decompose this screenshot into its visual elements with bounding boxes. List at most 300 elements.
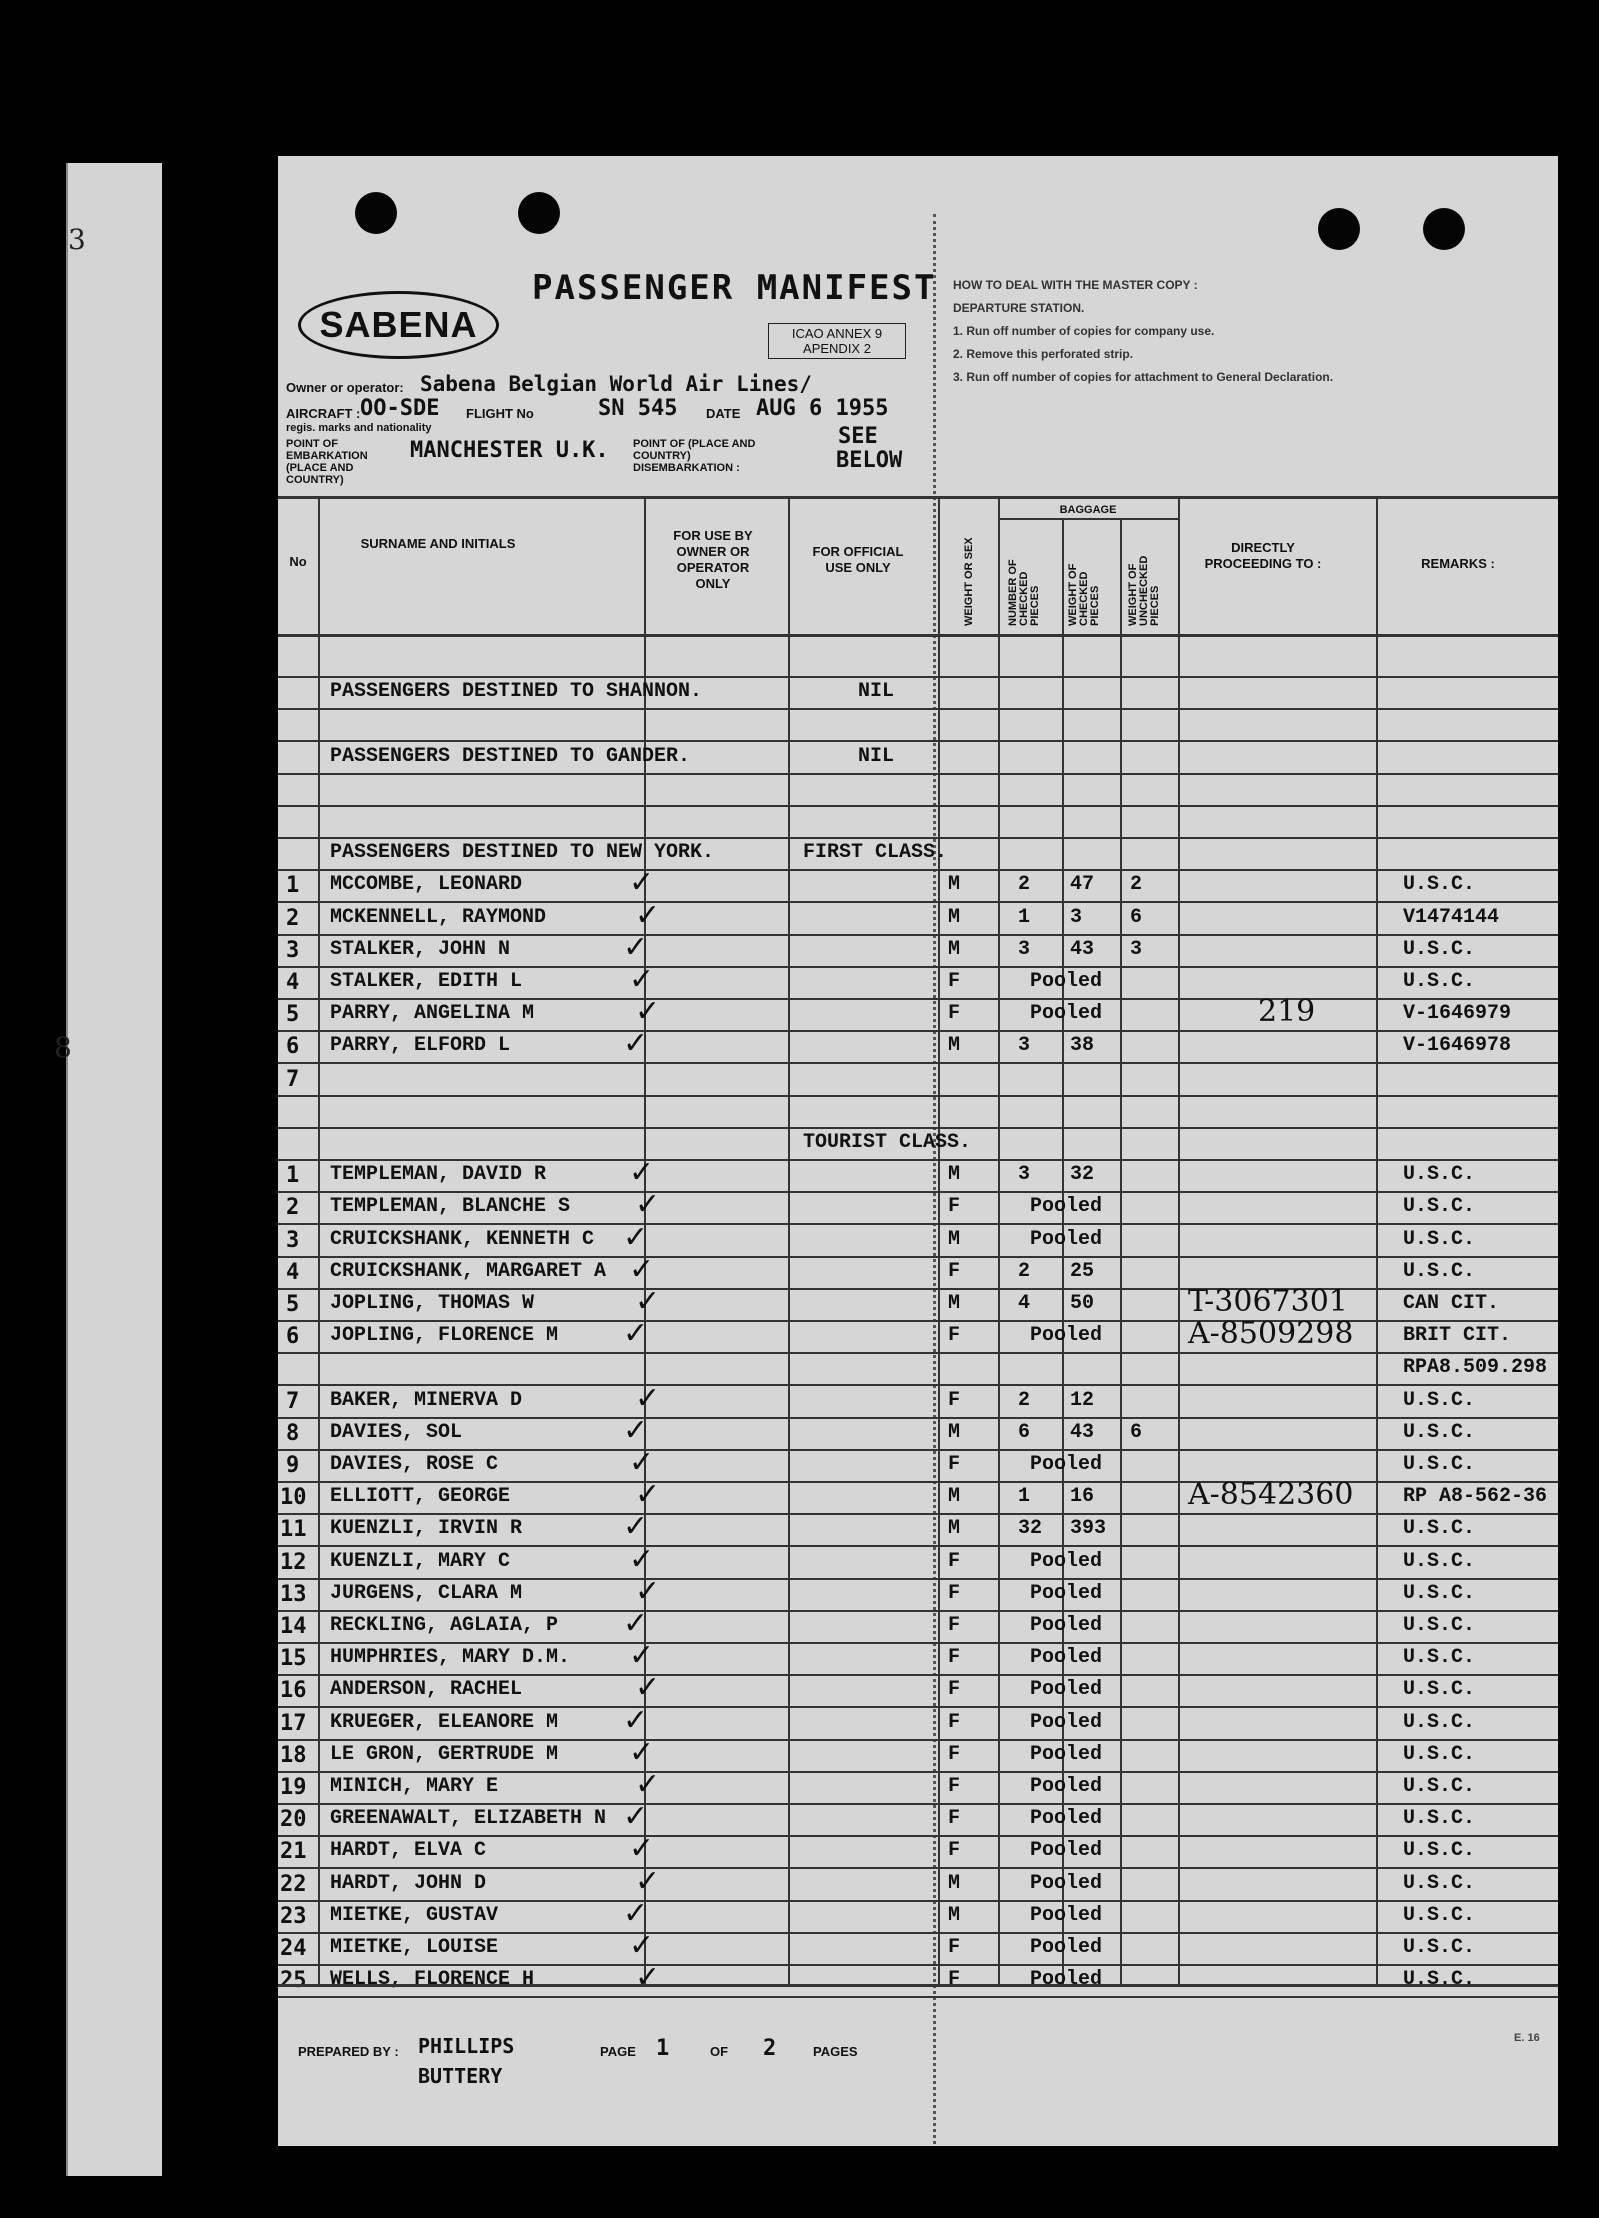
checked-weight: 3: [1070, 905, 1083, 929]
check-mark-icon: ✓: [629, 1251, 655, 1287]
checked-weight: 38: [1070, 1034, 1095, 1058]
header-bottom-rule: [278, 634, 1558, 637]
sex-value: M: [948, 937, 961, 961]
table-row: [278, 1316, 1558, 1354]
passenger-name: MIETKE, LOUISE: [330, 1936, 499, 1959]
checked-pieces: Pooled: [1030, 1227, 1103, 1251]
check-mark-icon: ✓: [623, 1509, 649, 1545]
official-use-value: TOURIST CLASS.: [803, 1131, 972, 1154]
official-use-value: FIRST CLASS.: [803, 841, 948, 865]
table-row: [278, 773, 1558, 807]
checked-pieces: 3: [1018, 937, 1031, 961]
embark-label: POINT OF EMBARKATION (PLACE AND COUNTRY): [286, 438, 368, 486]
instructions: [953, 274, 1333, 389]
row-number: 5: [286, 1002, 300, 1028]
passenger-name: JURGENS, CLARA M: [330, 1581, 523, 1605]
sex-value: M: [948, 905, 961, 929]
table-row: [278, 1095, 1558, 1129]
sex-value: F: [948, 1646, 961, 1670]
checked-pieces: Pooled: [1030, 1710, 1103, 1734]
table-row: [278, 1155, 1558, 1193]
checked-weight: 32: [1070, 1163, 1095, 1187]
directly-proceeding: 219: [1258, 994, 1316, 1030]
sex-value: M: [948, 1485, 961, 1509]
table-row: [278, 1477, 1558, 1515]
remarks-value: BRIT CIT.: [1403, 1324, 1512, 1348]
check-mark-icon: ✓: [623, 1316, 649, 1352]
instructions-title: HOW TO DEAL WITH THE MASTER COPY :: [953, 278, 1198, 292]
passenger-name: CRUICKSHANK, KENNETH C: [330, 1227, 595, 1251]
disembark-label: POINT OF (PLACE AND COUNTRY) DISEMBARKATION :: [633, 438, 756, 474]
table-row: [278, 929, 1558, 968]
col-baggage: BAGGAGE: [1059, 504, 1117, 516]
passenger-name: HARDT, JOHN D: [330, 1871, 487, 1895]
sex-value: F: [948, 1775, 961, 1798]
remarks-value: V-1646978: [1403, 1034, 1512, 1058]
directly-proceeding: T-3067301: [1188, 1284, 1348, 1319]
prepared-name-1: PHILLIPS: [418, 2034, 515, 2058]
check-mark-icon: ✓: [635, 1380, 661, 1416]
passenger-name: MIETKE, GUSTAV: [330, 1903, 499, 1927]
remarks-value: U.S.C.: [1403, 1807, 1476, 1831]
passenger-name: ANDERSON, RACHEL: [330, 1678, 523, 1702]
manifest-page: [278, 156, 1558, 2146]
check-mark-icon: ✓: [623, 1219, 649, 1255]
row-number: 1: [286, 1163, 300, 1189]
table-row: [278, 1734, 1558, 1773]
table-row: [278, 1831, 1558, 1869]
remarks-value: U.S.C.: [1403, 1871, 1476, 1895]
remarks-value: U.S.C.: [1403, 1453, 1476, 1476]
remarks-value: V-1646979: [1403, 1002, 1512, 1026]
passenger-name: PARRY, ELFORD L: [330, 1034, 511, 1058]
table-row: [278, 1509, 1558, 1547]
strip-mark-2: 8: [54, 1031, 72, 1064]
sex-value: F: [948, 1388, 961, 1412]
row-number: 15: [280, 1646, 307, 1672]
sex-value: M: [948, 1871, 961, 1895]
checked-weight: 393: [1070, 1517, 1107, 1541]
passenger-name: KUENZLI, IRVIN R: [330, 1517, 523, 1541]
row-number: 1: [286, 873, 300, 899]
row-number: 19: [280, 1775, 307, 1800]
checked-pieces: Pooled: [1030, 1775, 1103, 1798]
row-number: 13: [280, 1581, 307, 1607]
check-mark-icon: ✓: [635, 1187, 661, 1223]
sex-value: F: [948, 970, 961, 993]
sex-value: F: [948, 1324, 961, 1348]
row-number: 7: [286, 1388, 300, 1414]
passenger-name: KUENZLI, MARY C: [330, 1549, 511, 1573]
remarks-value: U.S.C.: [1403, 873, 1476, 897]
table-row: [278, 1063, 1558, 1097]
check-mark-icon: ✓: [629, 1928, 655, 1963]
footer-rule: [278, 1984, 1558, 1987]
sex-value: F: [948, 1614, 961, 1637]
table-row: [278, 962, 1558, 1000]
table-row: [278, 1412, 1558, 1451]
passenger-name: HARDT, ELVA C: [330, 1839, 487, 1863]
check-mark-icon: ✓: [629, 1445, 655, 1480]
remarks-value: U.S.C.: [1403, 1517, 1476, 1541]
punch-hole: [1318, 208, 1360, 250]
checked-pieces: Pooled: [1030, 1742, 1103, 1766]
passenger-name: MCKENNELL, RAYMOND: [330, 905, 547, 929]
passenger-name: ELLIOTT, GEORGE: [330, 1485, 511, 1509]
checked-pieces: 3: [1018, 1034, 1031, 1058]
row-number: 25: [280, 1968, 307, 1994]
directly-proceeding: A-8542360: [1188, 1477, 1354, 1513]
row-number: 7: [286, 1066, 300, 1092]
checked-pieces: Pooled: [1030, 1807, 1103, 1831]
punch-hole: [355, 192, 397, 234]
passenger-name: TEMPLEMAN, DAVID R: [330, 1163, 547, 1187]
row-number: 4: [286, 1259, 300, 1285]
checked-pieces: Pooled: [1030, 1581, 1103, 1605]
check-mark-icon: ✓: [629, 1541, 655, 1577]
sex-value: F: [948, 1549, 961, 1573]
check-mark-icon: ✓: [629, 1734, 655, 1770]
checked-pieces: Pooled: [1030, 1871, 1103, 1895]
check-mark-icon: ✓: [629, 1831, 655, 1867]
passenger-name: PASSENGERS DESTINED TO NEW YORK.: [330, 841, 715, 865]
table-row: [278, 1573, 1558, 1612]
sex-value: F: [948, 1195, 961, 1219]
row-number: 9: [286, 1453, 300, 1478]
row-number: 23: [280, 1903, 307, 1929]
remarks-value: RP A8-562-36: [1403, 1485, 1548, 1509]
pages-label: PAGES: [813, 2044, 858, 2059]
row-number: 10: [280, 1485, 307, 1511]
checked-weight: 25: [1070, 1259, 1095, 1283]
checked-pieces: 1: [1018, 905, 1031, 929]
checked-pieces: Pooled: [1030, 1453, 1103, 1476]
checked-weight: 16: [1070, 1485, 1095, 1509]
remarks-value: U.S.C.: [1403, 1936, 1476, 1959]
sex-value: F: [948, 1968, 961, 1992]
checked-pieces: 2: [1018, 1388, 1031, 1412]
remarks-value: U.S.C.: [1403, 1163, 1476, 1187]
check-mark-icon: ✓: [635, 1477, 661, 1513]
checked-pieces: 6: [1018, 1420, 1031, 1444]
row-number: 21: [280, 1839, 307, 1865]
check-mark-icon: ✓: [635, 1284, 661, 1319]
check-mark-icon: ✓: [635, 1573, 661, 1609]
remarks-value: U.S.C.: [1403, 1581, 1476, 1605]
regis-label: regis. marks and nationality: [286, 422, 432, 434]
punch-hole: [1423, 208, 1465, 250]
passenger-name: GREENAWALT, ELIZABETH N: [330, 1807, 607, 1831]
sex-value: M: [948, 1517, 961, 1541]
row-number: 8: [286, 1420, 300, 1446]
row-number: 2: [286, 1195, 300, 1221]
check-mark-icon: ✓: [623, 929, 649, 965]
col-wt-unchecked: WEIGHT OF UNCHECKED PIECES: [1127, 555, 1161, 626]
table-row: [278, 1702, 1558, 1741]
sex-value: F: [948, 1453, 961, 1476]
table-row: [278, 805, 1558, 839]
sex-value: M: [948, 1163, 961, 1187]
icao-box: ICAO ANNEX 9 APENDIX 2: [768, 323, 906, 359]
passenger-name: MCCOMBE, LEONARD: [330, 873, 523, 897]
col-weight-sex: WEIGHT OR SEX: [963, 537, 975, 626]
row-number: 11: [280, 1517, 307, 1543]
flight-label: FLIGHT No: [466, 406, 534, 421]
checked-pieces: Pooled: [1030, 1678, 1103, 1702]
checked-pieces: Pooled: [1030, 1614, 1103, 1637]
row-number: 5: [286, 1292, 300, 1317]
unchecked-weight: 6: [1130, 905, 1143, 929]
instructions-step-1: 1. Run off number of copies for company use.: [953, 324, 1215, 338]
col-no: No: [289, 554, 307, 569]
passenger-name: STALKER, EDITH L: [330, 970, 523, 993]
check-mark-icon: ✓: [623, 1026, 649, 1062]
row-number: 3: [286, 1227, 300, 1253]
row-number: 4: [286, 970, 300, 995]
remarks-value: U.S.C.: [1403, 1420, 1476, 1444]
row-number: 20: [280, 1807, 307, 1833]
check-mark-icon: ✓: [623, 1606, 649, 1641]
col-owner-use: FOR USE BY OWNER OR OPERATOR ONLY: [673, 528, 753, 591]
row-number: 12: [280, 1549, 307, 1575]
remarks-value: U.S.C.: [1403, 1195, 1476, 1219]
check-mark-icon: ✓: [635, 994, 661, 1030]
check-mark-icon: ✓: [623, 1895, 649, 1931]
table-row: [278, 1127, 1558, 1161]
remarks-value: U.S.C.: [1403, 1646, 1476, 1670]
sex-value: F: [948, 1002, 961, 1026]
table-row: [278, 1445, 1558, 1483]
form-code: E. 16: [1514, 2032, 1540, 2044]
passenger-name: JOPLING, FLORENCE M: [330, 1324, 559, 1348]
sex-value: M: [948, 1420, 961, 1444]
passenger-name: WELLS, FLORENCE H: [330, 1968, 535, 1992]
sex-value: M: [948, 873, 961, 897]
passenger-name: RECKLING, AGLAIA, P: [330, 1614, 559, 1637]
sex-value: F: [948, 1259, 961, 1283]
directly-proceeding: A-8509298: [1188, 1316, 1354, 1352]
table-row: [278, 1606, 1558, 1644]
remarks-value: U.S.C.: [1403, 1968, 1476, 1992]
checked-pieces: Pooled: [1030, 1324, 1103, 1348]
check-mark-icon: ✓: [629, 1638, 655, 1674]
passenger-name: DAVIES, ROSE C: [330, 1453, 499, 1476]
row-number: 22: [280, 1871, 307, 1897]
sex-value: F: [948, 1742, 961, 1766]
checked-weight: 47: [1070, 873, 1095, 897]
checked-pieces: Pooled: [1030, 1968, 1103, 1992]
table-row: [278, 1541, 1558, 1580]
checked-pieces: 2: [1018, 873, 1031, 897]
table-row: [278, 1767, 1558, 1805]
col-official-use: FOR OFFICIAL USE ONLY: [812, 544, 904, 575]
row-number: 17: [280, 1710, 307, 1736]
row-number: 3: [286, 937, 300, 963]
remarks-value: RPA8.509.298: [1403, 1356, 1548, 1380]
table-row: [278, 1026, 1558, 1064]
left-perforated-strip: [54, 163, 162, 2176]
table-row: [278, 1863, 1558, 1902]
sex-value: F: [948, 1936, 961, 1959]
passenger-name: MINICH, MARY E: [330, 1775, 499, 1798]
unchecked-weight: 3: [1130, 937, 1143, 961]
date-label: DATE: [706, 406, 741, 421]
table-row: [278, 1219, 1558, 1258]
table-row: [278, 865, 1558, 903]
strip-mark-1: 3: [68, 223, 86, 256]
checked-pieces: 2: [1018, 1259, 1031, 1283]
remarks-value: U.S.C.: [1403, 1549, 1476, 1573]
aircraft-value: OO-SDE: [360, 396, 440, 421]
table-row: [278, 1928, 1558, 1966]
passenger-name: LE GRON, GERTRUDE M: [330, 1742, 559, 1766]
check-mark-icon: ✓: [635, 1767, 661, 1802]
remarks-value: U.S.C.: [1403, 1839, 1476, 1863]
passenger-name: TEMPLEMAN, BLANCHE S: [330, 1195, 571, 1219]
remarks-value: V1474144: [1403, 905, 1500, 929]
page-number: 1: [656, 2036, 670, 2061]
checked-weight: 12: [1070, 1388, 1095, 1412]
remarks-value: U.S.C.: [1403, 1227, 1476, 1251]
checked-weight: 43: [1070, 1420, 1095, 1444]
row-number: 2: [286, 905, 300, 931]
checked-pieces: 1: [1018, 1485, 1031, 1509]
check-mark-icon: ✓: [623, 1412, 649, 1448]
check-mark-icon: ✓: [635, 1670, 661, 1706]
row-number: 14: [280, 1614, 307, 1639]
page-total: 2: [763, 2036, 777, 2061]
check-mark-icon: ✓: [629, 865, 655, 901]
checked-weight: 43: [1070, 937, 1095, 961]
table-row: [278, 1251, 1558, 1290]
checked-pieces: Pooled: [1030, 1549, 1103, 1573]
passenger-name: BAKER, MINERVA D: [330, 1388, 523, 1412]
sex-value: F: [948, 1581, 961, 1605]
check-mark-icon: ✓: [629, 1155, 655, 1191]
table-row: [278, 1352, 1558, 1386]
unchecked-weight: 6: [1130, 1420, 1143, 1444]
col-remarks: REMARKS :: [1421, 556, 1495, 571]
punch-hole: [518, 192, 560, 234]
remarks-value: U.S.C.: [1403, 1903, 1476, 1927]
official-use-value: NIL: [858, 680, 895, 704]
date-value: AUG 6 1955: [756, 396, 889, 421]
table-row: [278, 1187, 1558, 1225]
table-row: [278, 1380, 1558, 1419]
row-number: 6: [286, 1034, 300, 1060]
instructions-station: DEPARTURE STATION.: [953, 301, 1085, 315]
table-row: [278, 676, 1558, 710]
col-wt-checked: WEIGHT OF CHECKED PIECES: [1067, 563, 1101, 626]
baggage-rule: [998, 518, 1178, 520]
remarks-value: U.S.C.: [1403, 937, 1476, 961]
of-label: OF: [710, 2044, 729, 2059]
table-row: [278, 1670, 1558, 1708]
table-row: [278, 741, 1558, 775]
passenger-name: PASSENGERS DESTINED TO GANDER.: [330, 744, 691, 768]
sex-value: M: [948, 1903, 961, 1927]
remarks-value: U.S.C.: [1403, 1710, 1476, 1734]
row-number: 24: [280, 1936, 307, 1961]
disembark-value-2: BELOW: [836, 448, 903, 473]
passenger-name: CRUICKSHANK, MARGARET A: [330, 1259, 607, 1283]
disembark-value-1: SEE: [838, 424, 878, 449]
table-row: [278, 1960, 1558, 1998]
checked-pieces: Pooled: [1030, 1903, 1103, 1927]
passenger-name: JOPLING, THOMAS W: [330, 1292, 535, 1315]
check-mark-icon: ✓: [635, 897, 661, 933]
checked-pieces: Pooled: [1030, 1839, 1103, 1863]
checked-pieces: Pooled: [1030, 1002, 1103, 1026]
table-row: [278, 1799, 1558, 1837]
checked-pieces: Pooled: [1030, 1936, 1103, 1959]
instructions-step-3: 3. Run off number of copies for attachment to General Declaration.: [953, 370, 1334, 384]
remarks-value: CAN CIT.: [1403, 1292, 1500, 1315]
checked-pieces: Pooled: [1030, 1646, 1103, 1670]
col-directly: DIRECTLY PROCEEDING TO :: [1204, 540, 1322, 571]
prepared-name-2: BUTTERY: [418, 2064, 503, 2088]
checked-weight: 50: [1070, 1292, 1095, 1315]
remarks-value: U.S.C.: [1403, 1742, 1476, 1766]
sex-value: M: [948, 1227, 961, 1251]
table-row: [278, 837, 1558, 871]
check-mark-icon: ✓: [623, 1799, 649, 1835]
check-mark-icon: ✓: [623, 1702, 649, 1738]
remarks-value: U.S.C.: [1403, 1678, 1476, 1702]
passenger-name: PASSENGERS DESTINED TO SHANNON.: [330, 680, 703, 704]
col-num-checked: NUMBER OF CHECKED PIECES: [1007, 559, 1041, 626]
checked-pieces: 3: [1018, 1163, 1031, 1187]
table-row: [278, 1638, 1558, 1676]
check-mark-icon: ✓: [635, 1960, 661, 1996]
checked-pieces: Pooled: [1030, 970, 1103, 993]
passenger-name: KRUEGER, ELEANORE M: [330, 1710, 559, 1734]
prepared-label: PREPARED BY :: [298, 2044, 399, 2059]
row-number: 16: [280, 1678, 307, 1704]
official-use-value: NIL: [858, 744, 895, 768]
table-row: [278, 994, 1558, 1032]
owner-value: Sabena Belgian World Air Lines/: [420, 372, 812, 396]
checked-pieces: Pooled: [1030, 1195, 1103, 1219]
instructions-step-2: 2. Remove this perforated strip.: [953, 347, 1134, 361]
sex-value: F: [948, 1710, 961, 1734]
check-mark-icon: ✓: [635, 1863, 661, 1899]
sex-value: F: [948, 1678, 961, 1702]
row-number: 18: [280, 1742, 307, 1768]
col-surname: SURNAME AND INITIALS: [360, 536, 516, 551]
sex-value: M: [948, 1034, 961, 1058]
sex-value: F: [948, 1839, 961, 1863]
table-row: [278, 897, 1558, 936]
check-mark-icon: ✓: [629, 962, 655, 997]
unchecked-weight: 2: [1130, 873, 1143, 897]
embark-value: MANCHESTER U.K.: [410, 438, 609, 463]
table-row: [278, 708, 1558, 742]
passenger-name: DAVIES, SOL: [330, 1420, 463, 1444]
page-title: PASSENGER MANIFEST: [532, 268, 937, 308]
passenger-name: STALKER, JOHN N: [330, 937, 511, 961]
table-row: [278, 644, 1558, 678]
remarks-value: U.S.C.: [1403, 970, 1476, 993]
remarks-value: U.S.C.: [1403, 1614, 1476, 1637]
passenger-name: HUMPHRIES, MARY D.M.: [330, 1646, 571, 1670]
table-row: [278, 1895, 1558, 1934]
checked-pieces: 4: [1018, 1292, 1031, 1315]
aircraft-label: AIRCRAFT :: [286, 406, 361, 421]
sex-value: F: [948, 1807, 961, 1831]
remarks-value: U.S.C.: [1403, 1259, 1476, 1283]
remarks-value: U.S.C.: [1403, 1775, 1476, 1798]
